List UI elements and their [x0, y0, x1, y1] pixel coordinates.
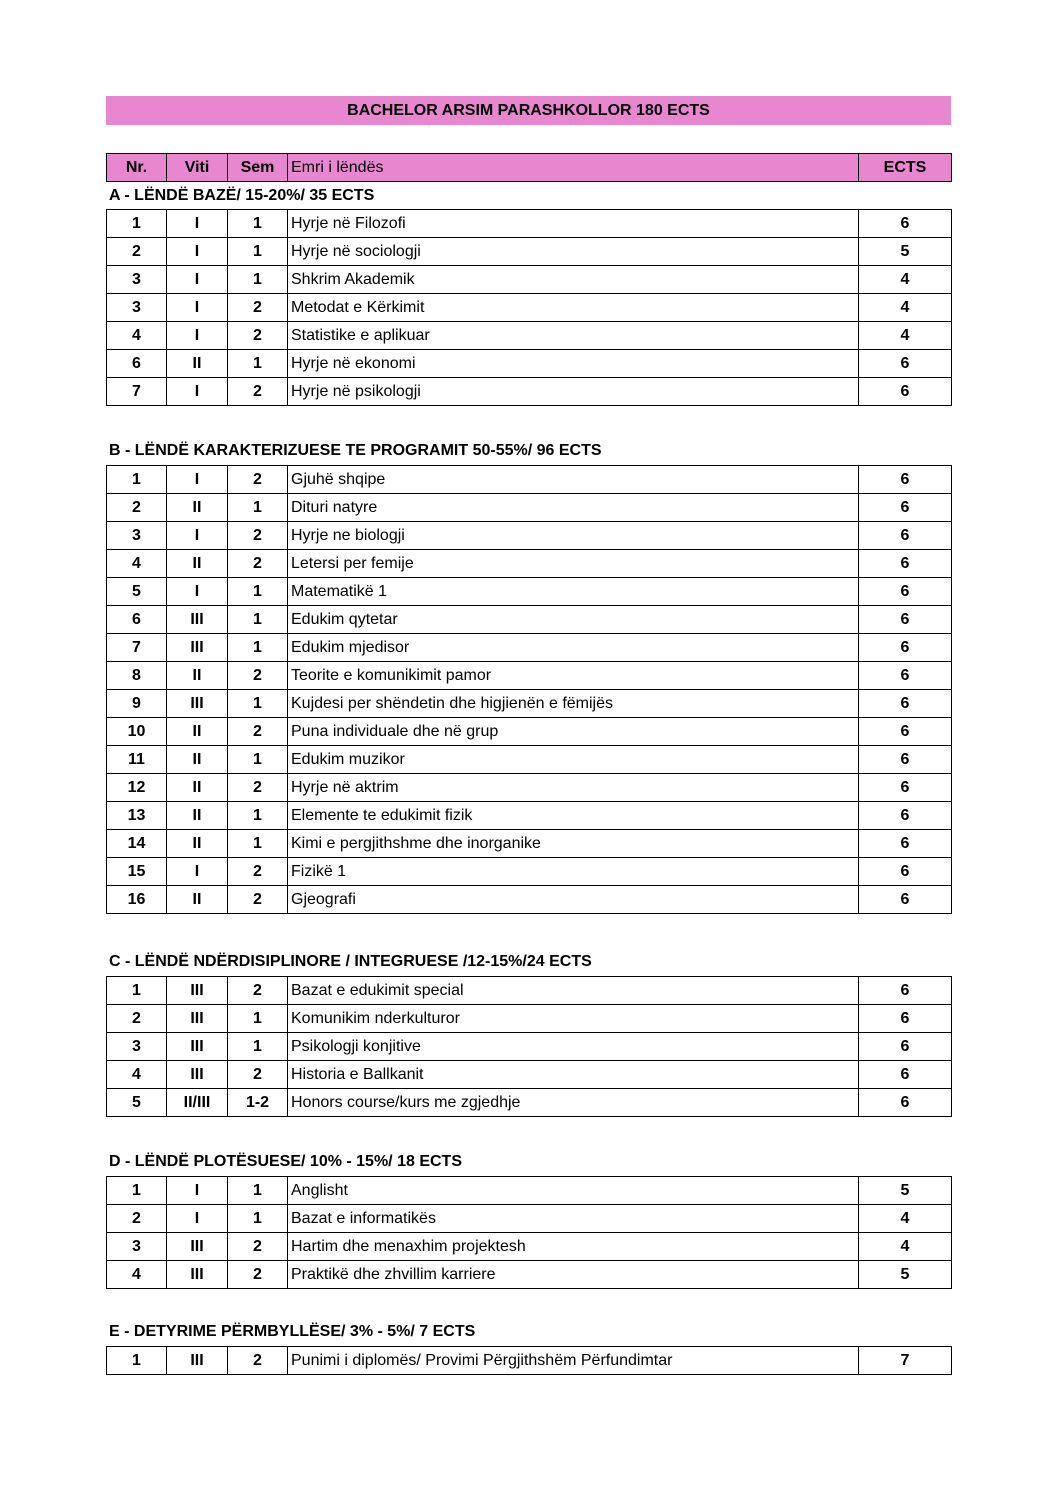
row-nr: 14: [107, 830, 167, 858]
row-viti: III: [167, 1033, 228, 1061]
section-a-label: A - LËNDË BAZË/ 15-20%/ 35 ECTS: [109, 187, 375, 204]
header-sem: Sem: [228, 154, 288, 182]
row-course-name: Punimi i diplomës/ Provimi Përgjithshëm Përfundimtar: [288, 1347, 859, 1375]
row-sem: 2: [228, 1347, 288, 1375]
row-course-name: Shkrim Akademik: [288, 266, 859, 294]
row-nr: 2: [107, 494, 167, 522]
row-sem: 1: [228, 494, 288, 522]
row-viti: I: [167, 1205, 228, 1233]
row-viti: I: [167, 858, 228, 886]
row-course-name: Fizikë 1: [288, 858, 859, 886]
row-ects: 6: [859, 1061, 952, 1089]
row-viti: II: [167, 802, 228, 830]
row-ects: 6: [859, 522, 952, 550]
row-ects: 4: [859, 1205, 952, 1233]
row-course-name: Puna individuale dhe në grup: [288, 718, 859, 746]
row-viti: III: [167, 634, 228, 662]
row-ects: 6: [859, 1005, 952, 1033]
table-row: [107, 494, 952, 522]
row-sem: 1: [228, 690, 288, 718]
section-b-table: [106, 465, 952, 914]
row-viti: II: [167, 774, 228, 802]
row-viti: II: [167, 830, 228, 858]
row-viti: I: [167, 210, 228, 238]
row-viti: III: [167, 690, 228, 718]
row-sem: 2: [228, 1233, 288, 1261]
row-ects: 6: [859, 210, 952, 238]
table-row: [107, 634, 952, 662]
row-ects: 7: [859, 1347, 952, 1375]
row-viti: III: [167, 1347, 228, 1375]
row-viti: II: [167, 886, 228, 914]
row-nr: 1: [107, 210, 167, 238]
row-sem: 1: [228, 266, 288, 294]
row-nr: 5: [107, 1089, 167, 1117]
row-sem: 2: [228, 858, 288, 886]
row-nr: 11: [107, 746, 167, 774]
table-row: [107, 210, 952, 238]
row-course-name: Letersi per femije: [288, 550, 859, 578]
row-sem: 1: [228, 830, 288, 858]
row-sem: 1: [228, 238, 288, 266]
row-nr: 1: [107, 977, 167, 1005]
row-ects: 5: [859, 1261, 952, 1289]
row-ects: 6: [859, 378, 952, 406]
row-ects: 4: [859, 294, 952, 322]
table-row: [107, 1177, 952, 1205]
table-row: [107, 886, 952, 914]
row-viti: II: [167, 550, 228, 578]
table-row: [107, 550, 952, 578]
row-nr: 8: [107, 662, 167, 690]
row-viti: I: [167, 578, 228, 606]
row-viti: II: [167, 494, 228, 522]
row-course-name: Bazat e edukimit special: [288, 977, 859, 1005]
table-row: [107, 1005, 952, 1033]
row-nr: 3: [107, 522, 167, 550]
table-row: [107, 350, 952, 378]
table-row: [107, 1033, 952, 1061]
table-row: [107, 746, 952, 774]
table-row: [107, 1061, 952, 1089]
row-sem: 2: [228, 718, 288, 746]
table-row: [107, 718, 952, 746]
row-course-name: Edukim mjedisor: [288, 634, 859, 662]
row-sem: 1: [228, 1177, 288, 1205]
table-row: [107, 322, 952, 350]
row-nr: 3: [107, 294, 167, 322]
row-viti: III: [167, 1261, 228, 1289]
row-ects: 5: [859, 238, 952, 266]
row-ects: 4: [859, 1233, 952, 1261]
row-course-name: Elemente te edukimit fizik: [288, 802, 859, 830]
row-viti: II/III: [167, 1089, 228, 1117]
row-viti: III: [167, 977, 228, 1005]
row-course-name: Praktikë dhe zhvillim karriere: [288, 1261, 859, 1289]
row-viti: III: [167, 1233, 228, 1261]
row-sem: 2: [228, 550, 288, 578]
table-row: [107, 690, 952, 718]
table-row: [107, 378, 952, 406]
row-sem: 1: [228, 210, 288, 238]
table-row: [107, 294, 952, 322]
row-course-name: Hyrje në psikologji: [288, 378, 859, 406]
row-sem: 2: [228, 662, 288, 690]
header-name: Emri i lëndës: [288, 154, 859, 182]
row-ects: 6: [859, 578, 952, 606]
row-sem: 1: [228, 606, 288, 634]
row-nr: 9: [107, 690, 167, 718]
row-course-name: Hyrje ne biologji: [288, 522, 859, 550]
row-viti: II: [167, 746, 228, 774]
row-viti: II: [167, 718, 228, 746]
row-nr: 1: [107, 466, 167, 494]
row-sem: 1: [228, 1033, 288, 1061]
row-nr: 12: [107, 774, 167, 802]
table-row: [107, 1347, 952, 1375]
row-sem: 2: [228, 294, 288, 322]
page-title: BACHELOR ARSIM PARASHKOLLOR 180 ECTS: [106, 96, 951, 125]
row-ects: 6: [859, 746, 952, 774]
row-viti: II: [167, 662, 228, 690]
row-sem: 2: [228, 1061, 288, 1089]
row-nr: 3: [107, 1033, 167, 1061]
row-course-name: Kujdesi per shëndetin dhe higjienën e fëmijës: [288, 690, 859, 718]
header-viti: Viti: [167, 154, 228, 182]
row-nr: 6: [107, 606, 167, 634]
row-nr: 7: [107, 634, 167, 662]
row-course-name: Anglisht: [288, 1177, 859, 1205]
table-header-row: [107, 154, 952, 182]
row-viti: I: [167, 322, 228, 350]
row-ects: 6: [859, 690, 952, 718]
row-ects: 6: [859, 466, 952, 494]
row-course-name: Komunikim nderkulturor: [288, 1005, 859, 1033]
header-ects: ECTS: [859, 154, 952, 182]
section-a-table: [106, 209, 952, 406]
row-course-name: Hyrje në ekonomi: [288, 350, 859, 378]
row-nr: 4: [107, 550, 167, 578]
row-ects: 4: [859, 322, 952, 350]
row-ects: 6: [859, 1089, 952, 1117]
row-viti: I: [167, 238, 228, 266]
row-sem: 1-2: [228, 1089, 288, 1117]
row-sem: 2: [228, 522, 288, 550]
row-nr: 13: [107, 802, 167, 830]
row-course-name: Hyrje në Filozofi: [288, 210, 859, 238]
row-course-name: Honors course/kurs me zgjedhje: [288, 1089, 859, 1117]
row-ects: 4: [859, 266, 952, 294]
row-course-name: Dituri natyre: [288, 494, 859, 522]
row-nr: 4: [107, 1261, 167, 1289]
row-course-name: Psikologji konjitive: [288, 1033, 859, 1061]
row-course-name: Gjuhë shqipe: [288, 466, 859, 494]
row-ects: 6: [859, 977, 952, 1005]
row-nr: 15: [107, 858, 167, 886]
row-course-name: Statistike e aplikuar: [288, 322, 859, 350]
row-course-name: Edukim qytetar: [288, 606, 859, 634]
section-c-table: [106, 976, 952, 1117]
row-course-name: Bazat e informatikës: [288, 1205, 859, 1233]
section-b-label: B - LËNDË KARAKTERIZUESE TE PROGRAMIT 50-55%/ 96 ECTS: [109, 442, 602, 459]
row-nr: 4: [107, 1061, 167, 1089]
row-sem: 2: [228, 378, 288, 406]
row-course-name: Matematikë 1: [288, 578, 859, 606]
row-sem: 2: [228, 1261, 288, 1289]
row-sem: 1: [228, 1005, 288, 1033]
row-viti: III: [167, 1005, 228, 1033]
row-nr: 1: [107, 1347, 167, 1375]
row-nr: 5: [107, 578, 167, 606]
row-ects: 6: [859, 774, 952, 802]
row-viti: I: [167, 466, 228, 494]
row-ects: 6: [859, 830, 952, 858]
table-row: [107, 662, 952, 690]
header-nr: Nr.: [107, 154, 167, 182]
row-course-name: Gjeografi: [288, 886, 859, 914]
row-ects: 6: [859, 550, 952, 578]
row-course-name: Edukim muzikor: [288, 746, 859, 774]
row-viti: III: [167, 606, 228, 634]
table-row: [107, 1205, 952, 1233]
table-row: [107, 1233, 952, 1261]
row-ects: 6: [859, 350, 952, 378]
row-nr: 4: [107, 322, 167, 350]
table-row: [107, 522, 952, 550]
courses-table-a: [106, 153, 952, 182]
row-viti: I: [167, 294, 228, 322]
row-course-name: Hyrje në aktrim: [288, 774, 859, 802]
row-nr: 2: [107, 238, 167, 266]
row-ects: 6: [859, 1033, 952, 1061]
row-ects: 6: [859, 802, 952, 830]
table-row: [107, 266, 952, 294]
row-nr: 3: [107, 1233, 167, 1261]
row-sem: 2: [228, 977, 288, 1005]
row-viti: I: [167, 522, 228, 550]
row-course-name: Kimi e pergjithshme dhe inorganike: [288, 830, 859, 858]
row-ects: 6: [859, 634, 952, 662]
row-course-name: Historia e Ballkanit: [288, 1061, 859, 1089]
row-sem: 2: [228, 322, 288, 350]
row-course-name: Hyrje në sociologji: [288, 238, 859, 266]
row-viti: II: [167, 350, 228, 378]
row-course-name: Hartim dhe menaxhim projektesh: [288, 1233, 859, 1261]
row-course-name: Metodat e Kërkimit: [288, 294, 859, 322]
section-d-label: D - LËNDË PLOTËSUESE/ 10% - 15%/ 18 ECTS: [109, 1153, 462, 1170]
section-e-table: [106, 1346, 952, 1375]
row-ects: 6: [859, 662, 952, 690]
row-course-name: Teorite e komunikimit pamor: [288, 662, 859, 690]
row-sem: 1: [228, 746, 288, 774]
table-row: [107, 977, 952, 1005]
section-c-label: C - LËNDË NDËRDISIPLINORE / INTEGRUESE /12-15%/24 ECTS: [109, 953, 592, 970]
table-row: [107, 578, 952, 606]
table-row: [107, 802, 952, 830]
table-row: [107, 466, 952, 494]
table-row: [107, 1261, 952, 1289]
row-sem: 1: [228, 1205, 288, 1233]
row-ects: 6: [859, 494, 952, 522]
row-nr: 3: [107, 266, 167, 294]
table-row: [107, 606, 952, 634]
row-ects: 6: [859, 886, 952, 914]
row-ects: 6: [859, 858, 952, 886]
row-sem: 1: [228, 634, 288, 662]
row-ects: 6: [859, 718, 952, 746]
row-nr: 6: [107, 350, 167, 378]
row-sem: 1: [228, 350, 288, 378]
row-nr: 16: [107, 886, 167, 914]
row-nr: 1: [107, 1177, 167, 1205]
table-row: [107, 238, 952, 266]
row-ects: 6: [859, 606, 952, 634]
section-e-label: E - DETYRIME PËRMBYLLËSE/ 3% - 5%/ 7 ECTS: [109, 1323, 476, 1340]
row-nr: 10: [107, 718, 167, 746]
row-nr: 7: [107, 378, 167, 406]
row-viti: I: [167, 1177, 228, 1205]
table-row: [107, 858, 952, 886]
section-d-table: [106, 1176, 952, 1289]
table-row: [107, 830, 952, 858]
row-sem: 1: [228, 802, 288, 830]
row-nr: 2: [107, 1205, 167, 1233]
row-viti: III: [167, 1061, 228, 1089]
row-sem: 1: [228, 578, 288, 606]
table-row: [107, 1089, 952, 1117]
row-sem: 2: [228, 466, 288, 494]
row-viti: I: [167, 378, 228, 406]
row-nr: 2: [107, 1005, 167, 1033]
table-row: [107, 774, 952, 802]
row-sem: 2: [228, 886, 288, 914]
row-sem: 2: [228, 774, 288, 802]
row-viti: I: [167, 266, 228, 294]
row-ects: 5: [859, 1177, 952, 1205]
